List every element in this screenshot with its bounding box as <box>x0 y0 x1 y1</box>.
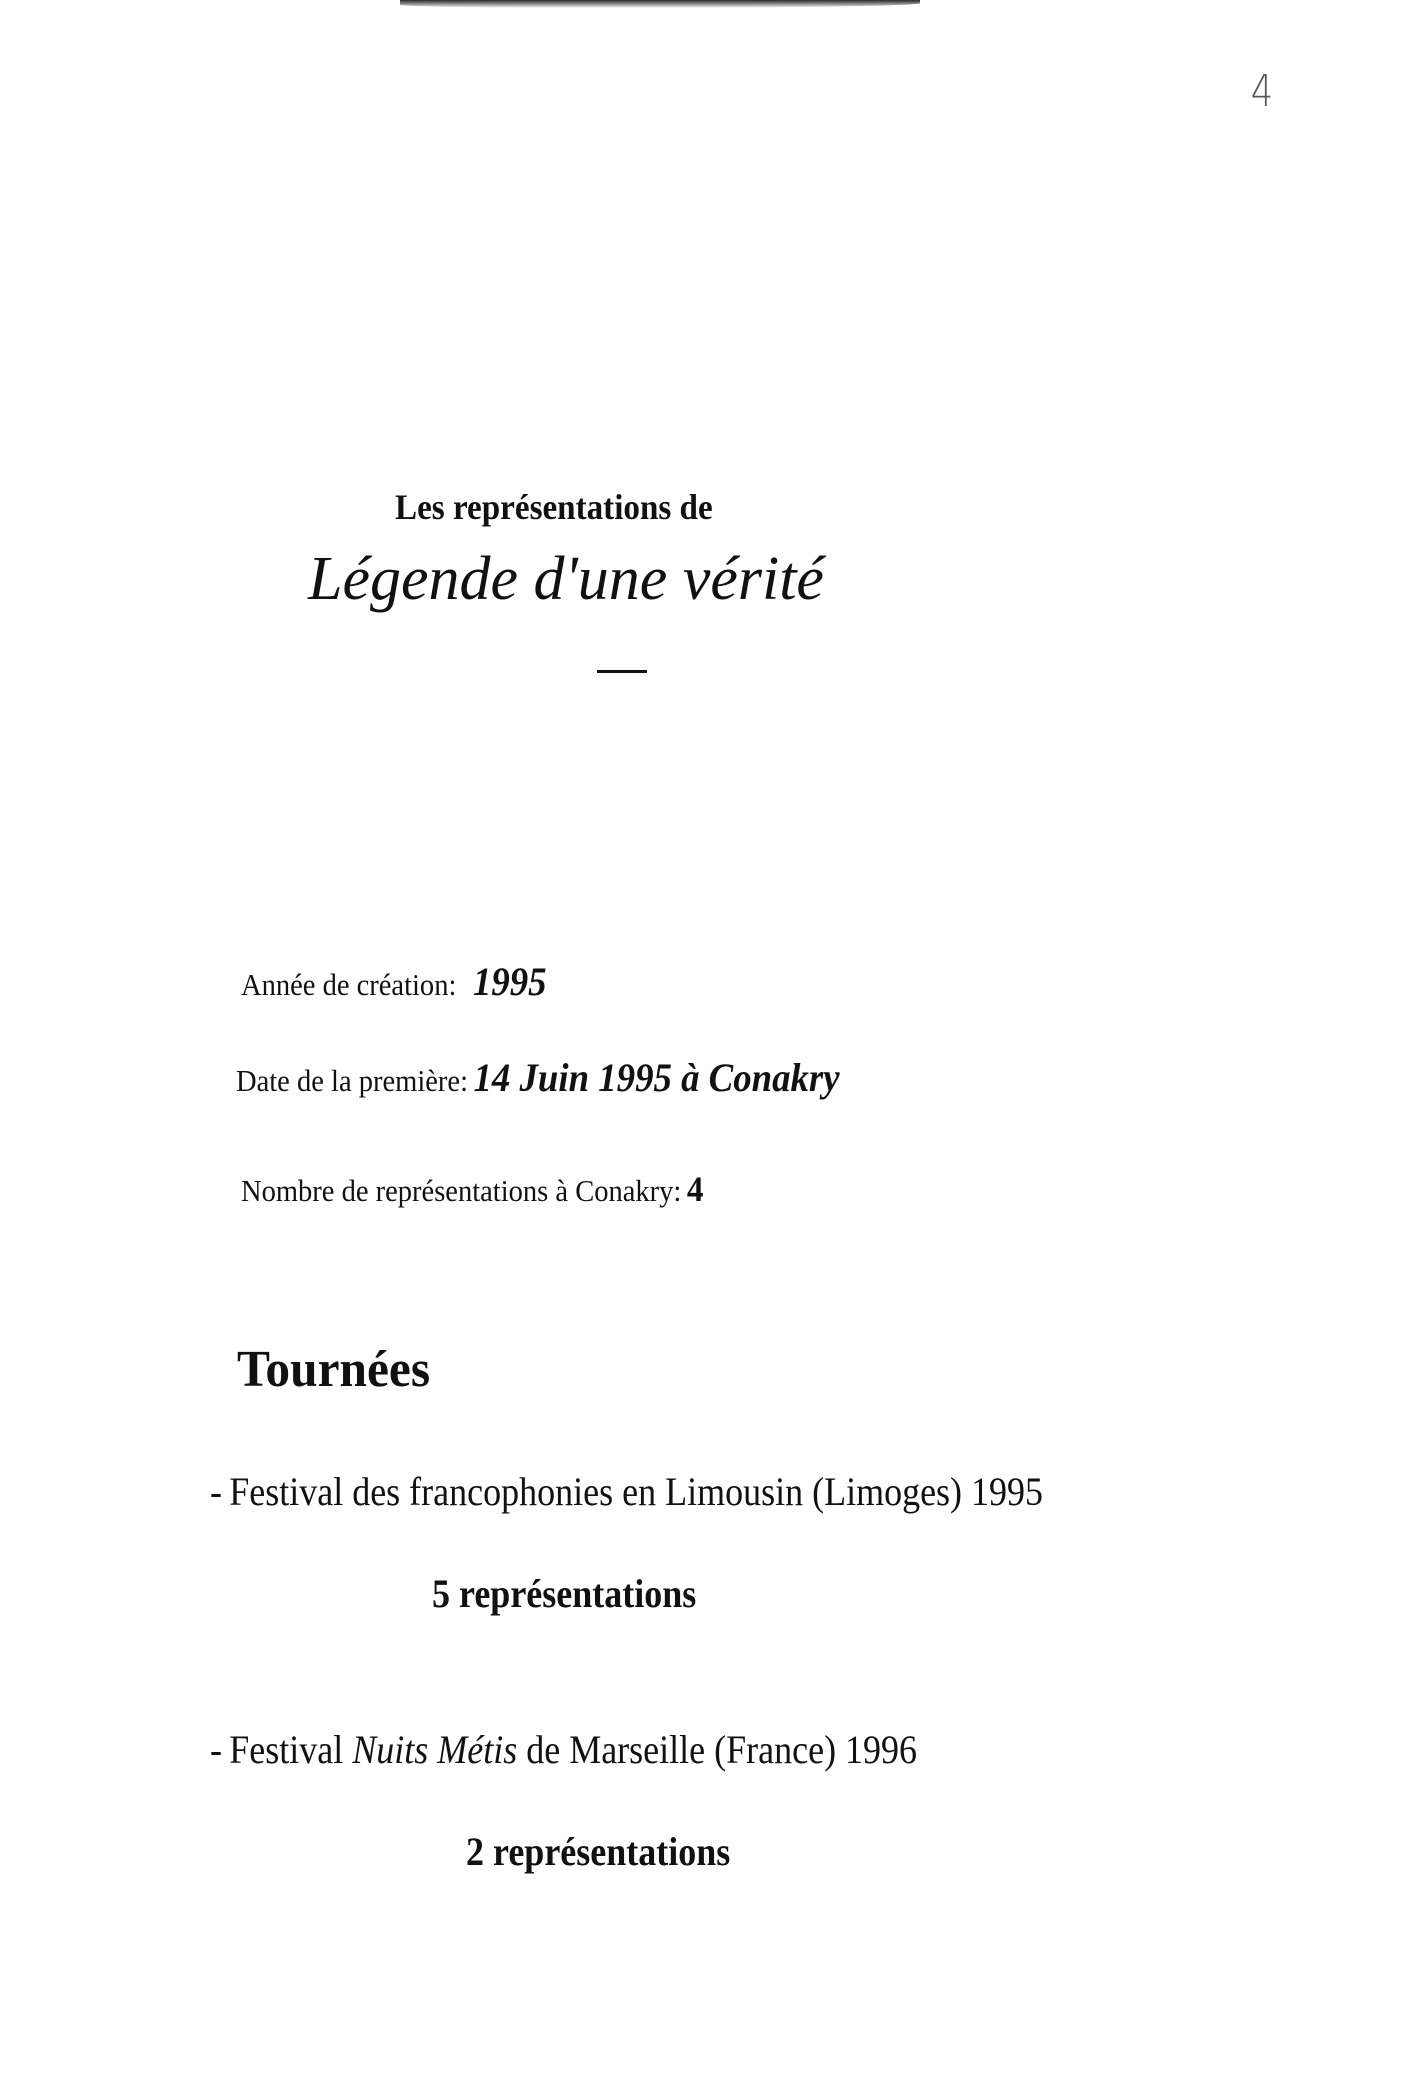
tour-performance-count: 5 représentations <box>432 1571 697 1616</box>
list-dash: - <box>210 1469 222 1514</box>
festival-name-italic: Nuits Métis <box>352 1727 518 1772</box>
tours-heading: Tournées <box>237 1341 431 1398</box>
scan-top-edge-shadow <box>400 0 920 8</box>
tour-description-suffix: de Marseille (France) 1996 <box>517 1727 918 1772</box>
premiere-date-label: Date de la première: <box>236 1063 468 1098</box>
document-title-play-name: Légende d'une vérité <box>308 545 824 613</box>
creation-year-row <box>241 958 547 1005</box>
conakry-performances-row <box>241 1168 703 1210</box>
premiere-date-row <box>236 1054 840 1101</box>
tour-item-limoges <box>210 1468 1043 1515</box>
conakry-performances-label: Nombre de représentations à Conakry: <box>241 1173 682 1208</box>
list-dash: - <box>210 1727 222 1772</box>
document-title-line1: Les représentations de <box>395 487 713 527</box>
tour-description: Festival des francophonies en Limousin (Limoges) 1995 <box>229 1469 1044 1514</box>
creation-year-value: 1995 <box>472 959 547 1004</box>
tour-item-marseille <box>210 1726 917 1773</box>
conakry-performances-value: 4 <box>686 1169 704 1209</box>
creation-year-label: Année de création: <box>241 967 457 1002</box>
tour-description-prefix: Festival <box>229 1727 353 1772</box>
premiere-date-value: 14 Juin 1995 à Conakry <box>473 1055 840 1100</box>
handwritten-page-number: 4 <box>1250 66 1274 117</box>
title-divider <box>597 670 647 673</box>
tour-performance-count: 2 représentations <box>466 1829 731 1874</box>
